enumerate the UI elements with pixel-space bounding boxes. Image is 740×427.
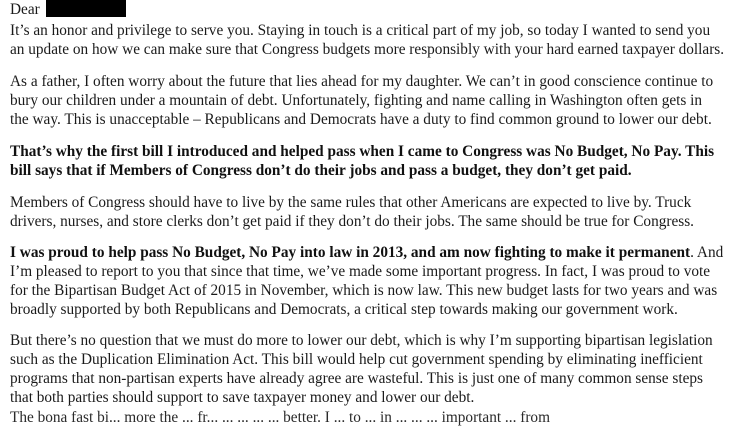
paragraph-5-line-2: I’m pleased to report to you that since that time, we’ve made some important progress. In fact, I was proud to vote — [10, 263, 711, 280]
paragraph-3-bold-1: That’s why the first bill I introduced and helped pass when I came to Congress was No Budget, No Pay. This — [10, 143, 715, 160]
paragraph-1-line-1: It’s an honor and privilege to serve you. Staying in touch is a critical part of my job, so today I wanted to send you — [10, 22, 711, 39]
paragraph-6-line-1: But there’s no question that we must do more to lower our debt, which is why I’m supporting bipartisan legislation — [10, 332, 713, 349]
salutation-line — [10, 0, 126, 19]
cut-off-line: The bona fast bi... more the ... fr... ... ... ... ... better. I ... to ... in ... ... ... important ... from — [10, 409, 550, 426]
paragraph-5-line-4: broadly supported by both Republicans and Democrats, a critical step towards making our government work. — [10, 301, 678, 318]
redacted-name — [46, 0, 126, 17]
paragraph-4-line-1: Members of Congress should have to live by the same rules that other Americans are expected to live by. Truck — [10, 194, 692, 211]
paragraph-6-line-4: that both parties should support to save taxpayer money and lower our debt. — [10, 389, 475, 406]
paragraph-6-line-3: programs that non-partisan experts have already agree are wasteful. This is just one of many common sense steps — [10, 370, 703, 387]
paragraph-4-line-2: drivers, nurses, and store clerks don’t get paid if they don’t do their jobs. The same should be true for Congress. — [10, 213, 694, 230]
paragraph-3-bold-2: bill says that if Members of Congress don’t do their jobs and pass a budget, they don’t get paid. — [10, 162, 632, 179]
paragraph-5-line-3: for the Bipartisan Budget Act of 2015 in November, which is now law. This new budget lasts for two years and was — [10, 282, 718, 299]
paragraph-5-bold: I was proud to help pass No Budget, No Pay into law in 2013, and am now fighting to make it permanent — [10, 244, 691, 261]
paragraph-2-line-3: the way. This is unacceptable – Republicans and Democrats have a duty to find common ground to lower our debt. — [10, 111, 712, 128]
paragraph-2-line-1: As a father, I often worry about the future that lies ahead for my daughter. We can’t in good conscience continue to — [10, 73, 714, 90]
paragraph-3-line-1 — [10, 142, 714, 161]
paragraph-1-line-2: an update on how we can make sure that Congress budgets more responsibly with your hard earned taxpayer dollars. — [10, 41, 725, 58]
paragraph-2-line-2: bury our children under a mountain of debt. Unfortunately, fighting and name calling in Washington often gets in — [10, 92, 703, 109]
paragraph-6-line-2: such as the Duplication Elimination Act. This bill would help cut government spending by eliminating inefficient — [10, 351, 703, 368]
paragraph-3-line-2 — [10, 161, 632, 180]
salutation: Dear — [10, 1, 40, 18]
paragraph-5-tail: . And — [690, 244, 724, 261]
paragraph-5-line-1 — [10, 243, 723, 262]
